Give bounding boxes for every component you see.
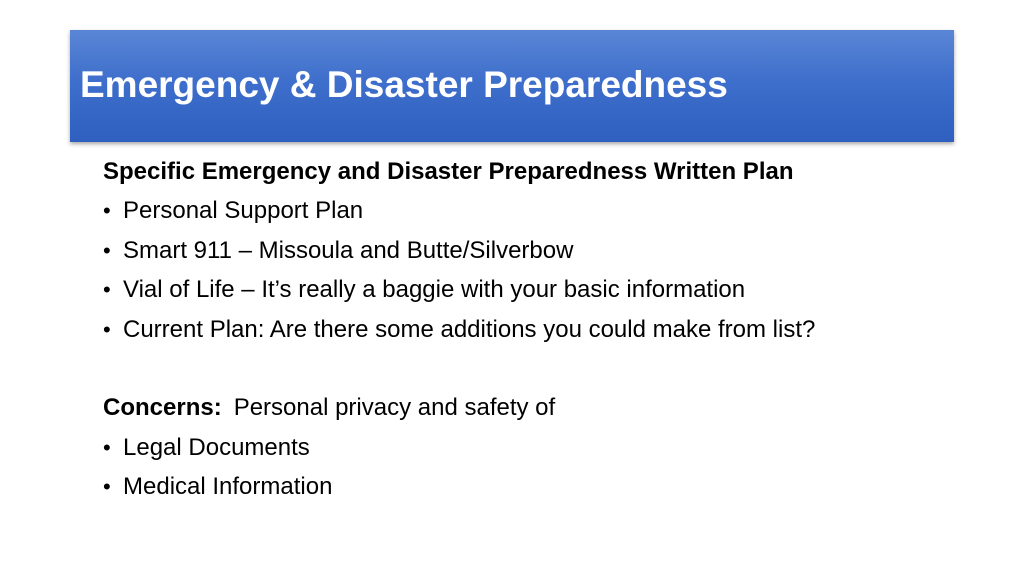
bullet-icon: • [103,198,111,224]
spacer [103,349,963,388]
list-item-text: Smart 911 – Missoula and Butte/Silverbow [123,236,574,264]
bullet-icon: • [103,434,111,460]
bullet-icon: • [103,277,111,303]
title-bar [70,30,954,142]
concerns-label: Concerns: [103,394,222,422]
list-item [103,191,963,230]
list-item-text: Legal Documents [123,433,310,461]
list-item [103,428,963,467]
concerns-line [103,388,963,427]
list-item [103,310,963,349]
list-item-text: Medical Information [123,473,333,501]
list-item-text: Vial of Life – It’s really a baggie with your basic information [123,276,746,304]
section-heading-plan: Specific Emergency and Disaster Preparedness Written Plan [103,158,794,185]
slide-title: Emergency & Disaster Preparedness [80,64,728,105]
concerns-text: Personal privacy and safety of [233,394,556,422]
bullet-icon: • [103,316,111,342]
list-item-text: Current Plan: Are there some additions you could make from list? [123,315,816,343]
slide-content [103,152,963,507]
list-item [103,270,963,309]
list-item [103,467,963,506]
bullet-icon: • [103,237,111,263]
list-item-text: Personal Support Plan [123,197,364,225]
list-item [103,231,963,270]
bullet-icon: • [103,474,111,500]
